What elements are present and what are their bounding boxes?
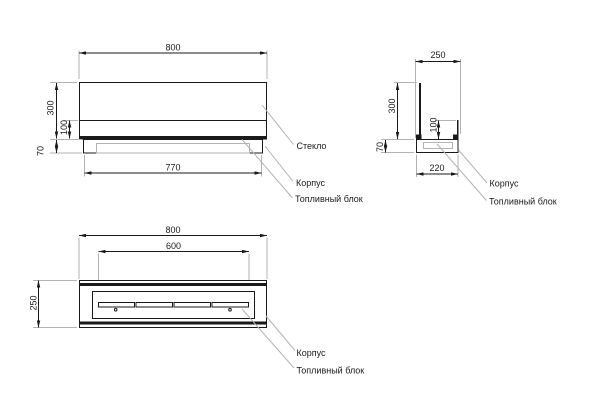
side-view [375,50,557,207]
front-view [36,43,363,205]
fuel-wall-bracket [453,135,459,140]
leader-line-body [459,150,488,183]
dimension-text-inner-width: 770 [165,162,181,173]
dimension-text-depth: 250 [430,50,446,60]
dimension-text-glass-height: 300 [45,100,56,116]
dimension-text-base-height: 70 [375,141,385,153]
burner-slot [136,303,172,308]
leader-line-body [266,316,295,351]
label-fuel-block: Топливный блок [489,196,557,207]
glass-panel-front [80,83,267,137]
label-glass: Стекло [296,141,327,151]
label-fuel-block: Топливный блок [295,194,363,204]
body-base-front [84,140,263,154]
dimension-text-base-height: 70 [35,145,46,157]
dimension-text-width: 800 [165,42,181,53]
burner-slot [212,303,248,308]
glass-bracket [416,135,422,140]
label-body: Корпус [296,178,326,188]
dimension-text-width: 800 [165,225,181,235]
top-view [29,225,365,376]
burner-slot [98,303,134,308]
label-body: Корпус [296,348,326,358]
burner-slot [174,303,210,308]
glass-edge-top-back [80,322,266,325]
dimension-text-depth: 250 [28,295,39,311]
dimension-text-base-depth: 220 [429,163,445,173]
leader-line-body [265,146,293,182]
dimension-text-fuel-height: 100 [428,117,439,133]
label-fuel-block: Топливный блок [296,365,365,376]
glass-panel-side [419,83,421,135]
glass-edge-top-front [80,283,266,286]
label-body: Корпус [489,178,519,189]
dimension-text-glass-height: 300 [387,98,397,114]
dimension-text-burner-width: 600 [165,241,182,251]
dimension-text-fuel-height: 100 [59,119,69,136]
body-base-side [417,140,459,153]
